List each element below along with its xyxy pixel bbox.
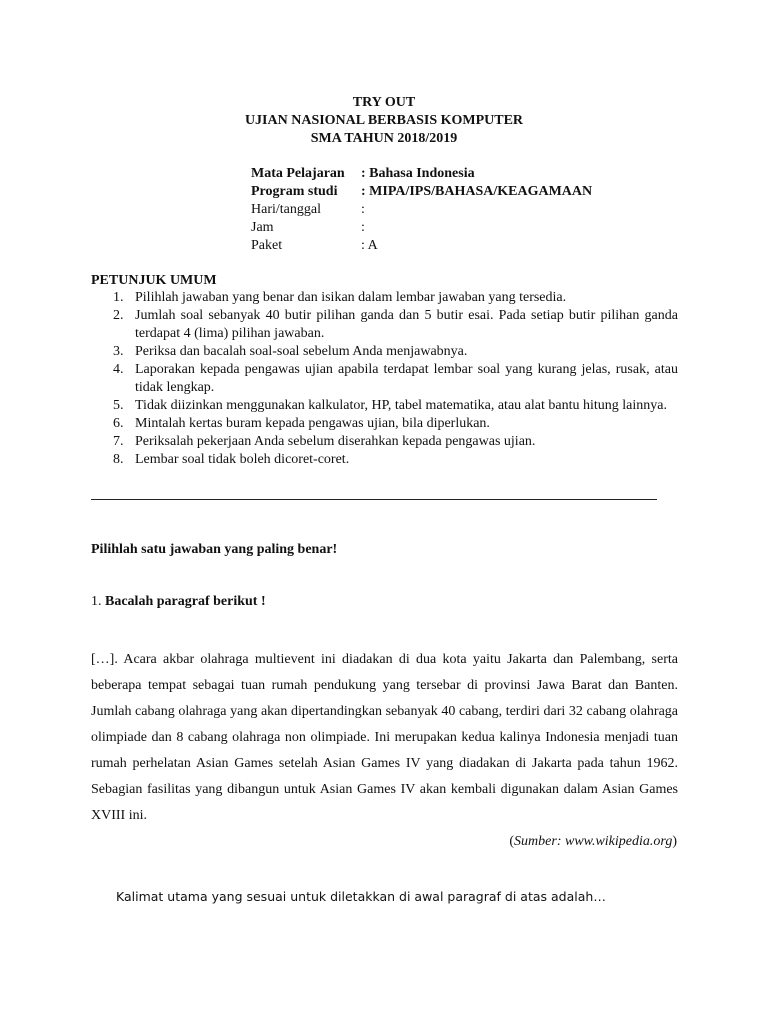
header-year: SMA TAHUN 2018/2019 (310, 131, 458, 146)
list-item-text: Periksalah pekerjaan Anda sebelum diserahkan kepada pengawas ujian. (135, 434, 536, 449)
header-title: TRY OUT (352, 95, 416, 110)
meta-row-program (251, 183, 592, 201)
list-item-number: 4. (113, 362, 124, 377)
list-item-text: Periksa dan bacalah soal-soal sebelum Anda menjawabnya. (135, 344, 468, 359)
document-header (0, 94, 768, 148)
list-item-number: 7. (113, 434, 124, 449)
meta-value: : A (361, 238, 378, 253)
meta-row-subject (251, 165, 592, 183)
exam-meta (251, 165, 592, 255)
meta-value: : (361, 202, 365, 217)
instructions-title: PETUNJUK UMUM (91, 273, 217, 288)
meta-row-date (251, 201, 592, 219)
list-item (91, 289, 678, 307)
list-item-number: 8. (113, 452, 124, 467)
meta-value: : Bahasa Indonesia (361, 166, 475, 181)
question-number: 1. (91, 594, 102, 609)
list-item-text: Jumlah soal sebanyak 40 butir pilihan ganda dan 5 butir esai. Pada setiap butir pilihan ganda terdapat 4 (lima) pilihan jawaban. (135, 308, 678, 341)
list-item-text: Lembar soal tidak boleh dicoret-coret. (135, 452, 350, 467)
list-item (91, 343, 678, 361)
source-close-paren: ) (672, 834, 677, 849)
reading-passage: […]. Acara akbar olahraga multievent ini diadakan di dua kota yaitu Jakarta dan Palembang, serta beberapa tempat sebagai tuan rumah pendukung yang tersebar di provinsi Jawa Barat dan Banten. Jumlah cabang olahraga yang akan dipertandingkan sebanyak 40 cabang, terdiri dari 32 cabang olahraga olimpiade dan 8 cabang olahraga non olimpiade. Ini merupakan kedua kalinya Indonesia menjadi tuan rumah perhelatan Asian Games setelah Asian Games IV yang diadakan di Jakarta pada tahun 1962. Sebagian fasilitas yang dibangun untuk Asian Games IV akan kembali digunakan dalam Asian Games XVIII ini. (91, 652, 678, 823)
list-item-number: 1. (113, 290, 124, 305)
meta-row-package (251, 237, 592, 255)
list-item (91, 451, 678, 469)
task-heading: Pilihlah satu jawaban yang paling benar! (91, 542, 338, 557)
question-title: Bacalah paragraf berikut ! (105, 594, 266, 609)
meta-value: : (361, 220, 365, 235)
list-item-number: 5. (113, 398, 124, 413)
section-divider (91, 499, 657, 500)
header-exam-name: UJIAN NASIONAL BERBASIS KOMPUTER (244, 113, 524, 128)
list-item (91, 397, 678, 415)
meta-key: Mata Pelajaran (251, 166, 345, 181)
question-prompt: Kalimat utama yang sesuai untuk diletakkan di awal paragraf di atas adalah… (116, 889, 606, 904)
question-heading (91, 593, 266, 611)
list-item (91, 307, 678, 343)
source-text: Sumber: www.wikipedia.org (514, 834, 673, 849)
list-item-number: 6. (113, 416, 124, 431)
list-item-text: Mintalah kertas buram kepada pengawas ujian, bila diperlukan. (135, 416, 490, 431)
meta-value: : MIPA/IPS/BAHASA/KEAGAMAAN (361, 184, 593, 199)
list-item-text: Pilihlah jawaban yang benar dan isikan dalam lembar jawaban yang tersedia. (135, 290, 567, 305)
meta-key: Hari/tanggal (251, 202, 321, 217)
list-item (91, 433, 678, 451)
instructions-list (91, 289, 678, 469)
list-item-text: Laporakan kepada pengawas ujian apabila terdapat lembar soal yang kurang jelas, rusak, atau tidak lengkap. (135, 362, 678, 395)
list-item-text: Tidak diizinkan menggunakan kalkulator, HP, tabel matematika, atau alat bantu hitung lainnya. (135, 398, 667, 413)
list-item (91, 415, 678, 433)
meta-row-time (251, 219, 592, 237)
meta-key: Program studi (251, 184, 338, 199)
meta-key: Jam (251, 220, 274, 235)
list-item-number: 2. (113, 308, 124, 323)
passage-source (509, 833, 677, 851)
meta-key: Paket (251, 238, 283, 253)
list-item-number: 3. (113, 344, 124, 359)
list-item (91, 361, 678, 397)
source-open-paren: ( (509, 834, 515, 849)
